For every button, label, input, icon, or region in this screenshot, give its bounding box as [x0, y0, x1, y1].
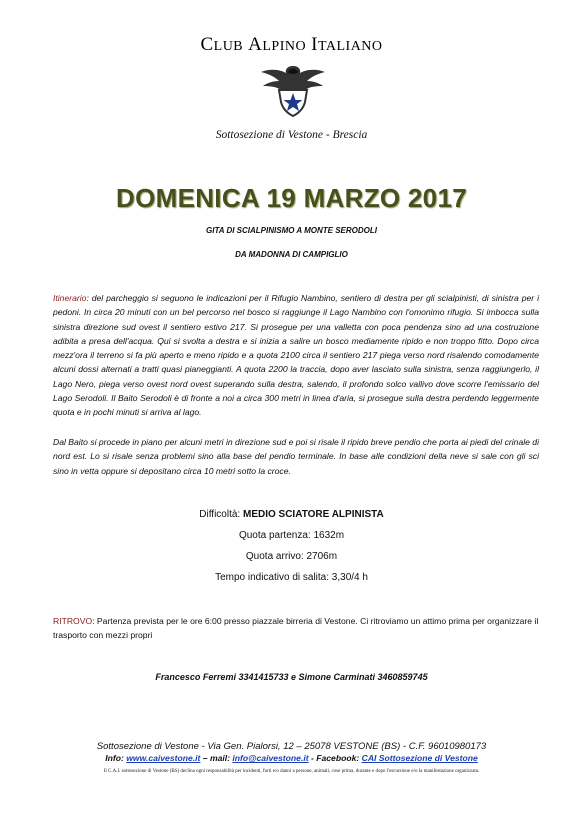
trip-title: GITA DI SCIALPINISMO A MONTE SERODOLI [206, 226, 377, 235]
club-name: CLUB ALPINO ITALIANO [200, 34, 383, 55]
contacts: Francesco Ferremi 3341415733 e Simone Carminati 3460859745 [155, 672, 428, 682]
ascent-time: Tempo indicativo di salita: 3,30/4 h [215, 572, 368, 583]
footer-disclaimer: Il C.A.I. sottosezione di Vestone (BS) declina ogni responsabilità per incidenti, furti e/o danni a persone, animali, cose prima, durante e dopo l'escursione e/o la manifestazione organizzata. [103, 769, 480, 774]
summit-paragraph: Dal Baito si procede in piano per alcuni metri in direzione sud e poi si risale il ripido breve pendio che porta ai piedi del crinale di nord est. Lo si risale senza problemi sino alla base del pendio terminale. In base alle condizioni della neve si sale con gli sci sino in vetta oppure si depositano circa 10 metri sotto la croce. [53, 437, 539, 476]
footer-address: Sottosezione di Vestone - Via Gen. Pialorsi, 12 – 25078 VESTONE (BS) - C.F. 96010980173 [96, 741, 487, 752]
footer-links: Info: www.caivestone.it – mail: info@caivestone.it - Facebook: CAI Sottosezione di Vestone [105, 753, 478, 763]
subsection-name: Sottosezione di Vestone - Brescia [215, 129, 368, 141]
trip-origin: DA MADONNA DI CAMPIGLIO [235, 250, 348, 259]
itinerary-label: Itinerario [53, 293, 87, 303]
event-date: DOMENICA 19 MARZO 2017 [116, 183, 467, 213]
facebook-link[interactable]: CAI Sottosezione di Vestone [361, 753, 478, 763]
meeting-paragraph: RITROVO: Partenza prevista per le ore 6:00 presso piazzale birreria di Vestone. Ci ritroviamo un attimo prima per organizzare il trasporto con mezzi propri [53, 616, 539, 640]
start-altitude: Quota partenza: 1632m [238, 530, 345, 541]
end-altitude: Quota arrivo: 2706m [245, 551, 338, 562]
difficulty: Difficoltà: MEDIO SCIATORE ALPINISTA [199, 509, 384, 520]
itinerary-text: : del parcheggio si seguono le indicazioni per il Rifugio Nambino, sentiero di destra per gli scialpinisti, di sinistra per i pedoni. In circa 20 minuti con un bel percorso nel bosco si raggiunge il Lago Nambino con l'omonimo rifugio. Si imbocca sulla sinistra direzione sud ovest il sentiero estivo 217. Si prosegue per una valletta con poca pendenza sino ad una costruzione adibita a presa dell'acqua. Qui si svolta a destra e si inizia a salire un bosco mediamente ripido e non troppo fitto. Dopo circa mezz'ora il terreno si fa più aperto e meno ripido e a quota 2100 circa il sentiero 217 piega verso nord risalendo comodamente alcuni dossi alternati a tratti quasi pianeggianti. A quota 2200 la traccia, dopo aver lasciato sulla sinistra, senza raggiungerlo, il Lago Nero, piega verso ovest nord ovest superando sulla destra, salendo, il profondo solco vallivo dove scorre l'emissario del Lago Serodoli. Il Baito Serodoli è di fronte a noi a circa 300 metri in linea d'aria, si prosegue sulla destra perdendo leggermente quota e in pochi minuti si arriva al lago. [53, 293, 539, 418]
itinerary-paragraph [53, 291, 539, 420]
email-link[interactable]: info@caivestone.it [232, 753, 309, 763]
meeting-label: RITROVO [53, 616, 93, 626]
cai-eagle-star-icon [257, 60, 329, 118]
website-link[interactable]: www.caivestone.it [126, 753, 201, 763]
